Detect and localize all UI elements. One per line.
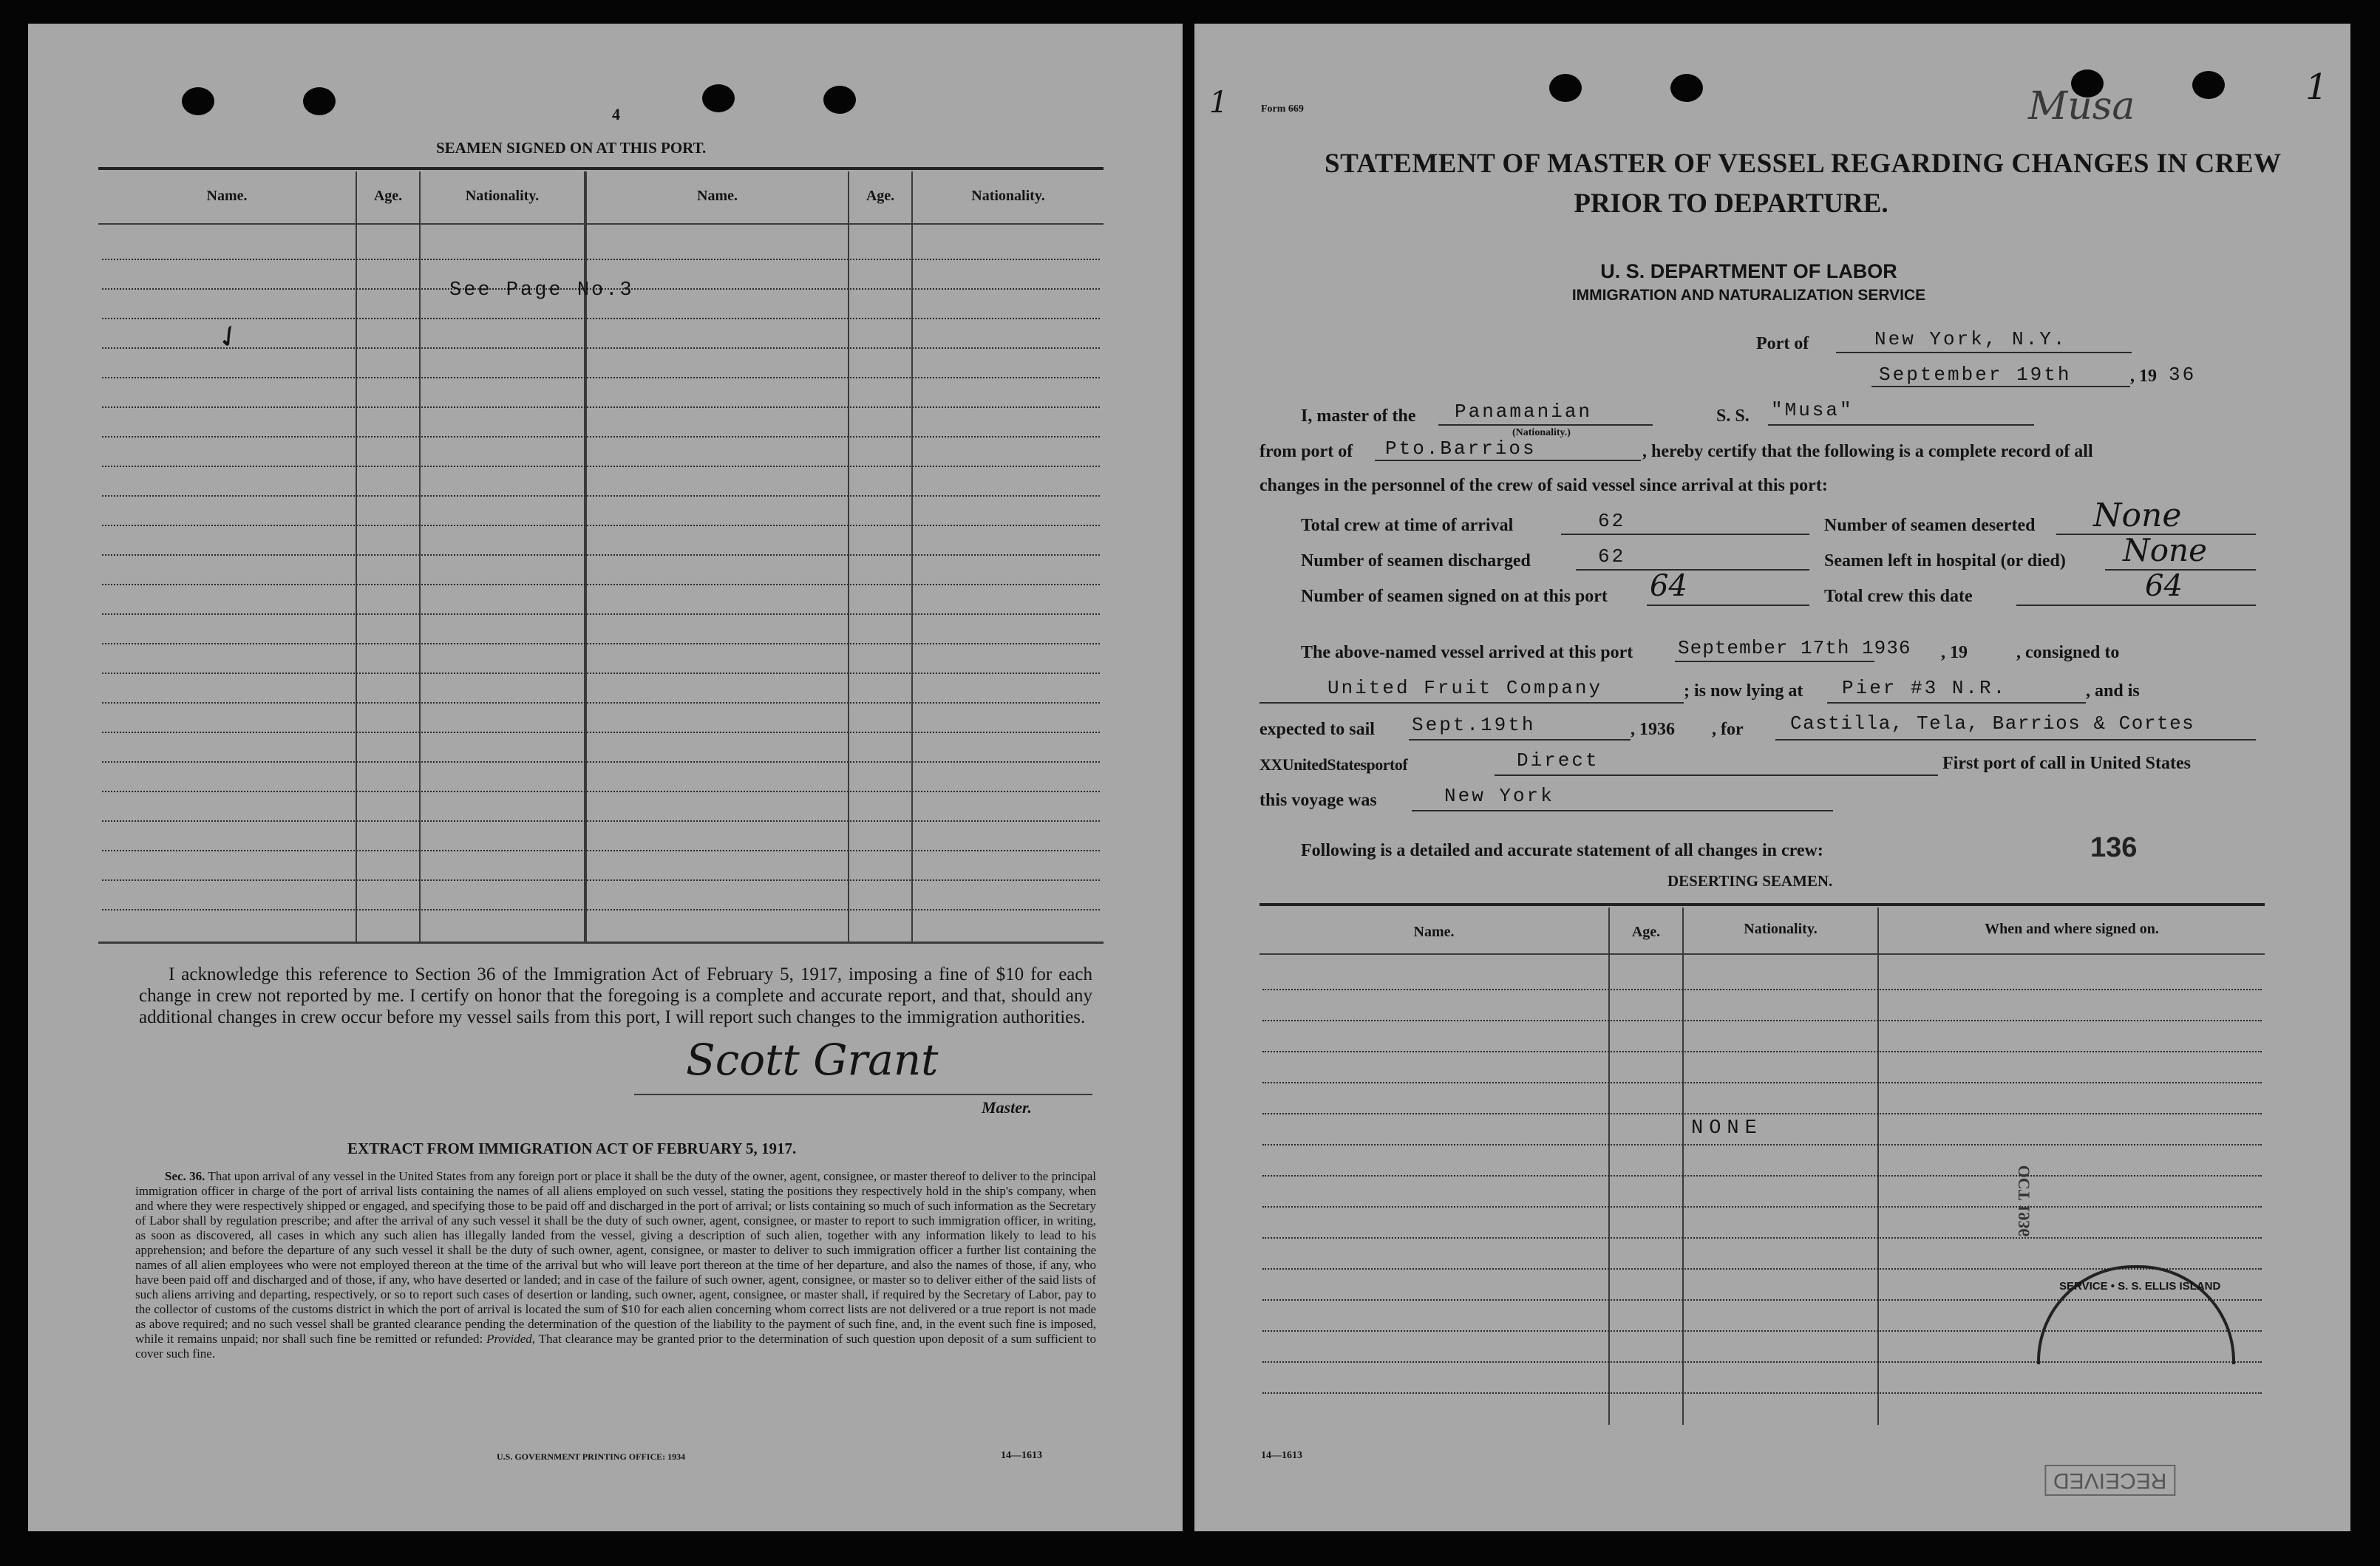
ellis-island-stamp-text: SERVICE • S. S. ELLIS ISLAND: [2059, 1280, 2221, 1293]
table-row: [102, 525, 1100, 526]
table-row: [102, 466, 1100, 467]
and-is: , and is: [2086, 681, 2140, 701]
section-36-text: [135, 1169, 1096, 1361]
section-title: SEAMEN SIGNED ON AT THIS PORT.: [436, 139, 707, 157]
service: IMMIGRATION AND NATURALIZATION SERVICE: [1571, 287, 1926, 304]
certify-text: , hereby certify that the following is a complete record of all: [1642, 442, 2093, 461]
section-label: Sec. 36.: [165, 1169, 205, 1183]
ship-name: "Musa": [1771, 399, 1854, 421]
table-row: [102, 791, 1100, 792]
punch-hole: [303, 87, 336, 115]
table-header-rule: [1259, 953, 2265, 955]
table-row: [102, 673, 1100, 674]
seamen-deserted-value: None: [2093, 497, 2182, 534]
year-value: 36: [2169, 364, 2197, 386]
from-port-label: from port of: [1259, 442, 1353, 461]
seamen-discharged-label: Number of seamen discharged: [1301, 551, 1531, 571]
column-header-age: Age.: [1631, 924, 1661, 940]
table-row: [102, 613, 1100, 615]
form-code: 14—1613: [1261, 1450, 1302, 1461]
table-row: [102, 584, 1100, 585]
column-header-nationality: Nationality.: [465, 188, 540, 204]
table-note: See Page No.3: [449, 279, 634, 302]
table-row: [102, 761, 1100, 763]
form-title-line2: PRIOR TO DEPARTURE.: [1574, 188, 1888, 219]
table-entry: NONE: [1691, 1117, 1763, 1140]
from-port-value: Pto.Barrios: [1385, 438, 1537, 460]
table-row: [1262, 1113, 2262, 1114]
department: U. S. DEPARTMENT OF LABOR: [1600, 260, 1897, 282]
nationality-caption: (Nationality.): [1512, 427, 1571, 438]
table-bottom-rule: [98, 942, 1104, 944]
total-crew-date-value: 64: [2145, 569, 2183, 603]
form-number: Form 669: [1261, 103, 1304, 115]
total-crew-date-field: [2016, 581, 2256, 606]
table-row: [1262, 1206, 2262, 1208]
first-port-label: First port of call in United States: [1942, 754, 2191, 773]
for-label: , for: [1712, 720, 1744, 739]
column-divider: [911, 171, 913, 942]
acknowledgment-text: I acknowledge this reference to Section 36 of the Immigration Act of February 5, 1917, imposing a fine of $10 for each change in crew not reported by me. I certify on honor that the foregoing is a complete and accurate report, and that, should any additional changes in crew occur before my vessel sails from this port, I will report such changes to the immigration authorities.: [139, 964, 1092, 1027]
table-row: [102, 850, 1100, 851]
column-header-age: Age.: [866, 188, 895, 204]
signed-on-label: Number of seamen signed on at this port: [1301, 587, 1608, 606]
lying-value: Pier #3 N.R.: [1842, 677, 2007, 699]
expected-year: , 1936: [1631, 720, 1675, 739]
table-row: [1262, 989, 2262, 990]
table-row: [102, 732, 1100, 733]
table-row: [102, 495, 1100, 497]
column-header-signed-on: When and where signed on.: [1985, 921, 2159, 937]
overtyped-label: XXUnitedStatesportof: [1259, 755, 1408, 774]
port-label: Port of: [1756, 334, 1809, 353]
column-header-nationality: Nationality.: [971, 188, 1045, 204]
arrived-year: , 19: [1941, 643, 1968, 662]
column-header-name: Name.: [206, 188, 248, 204]
stamp-number: 136: [2090, 832, 2138, 863]
signed-on-value: 64: [1650, 569, 1687, 603]
vessel-name-note: Musa: [2028, 84, 2135, 129]
arrived-value: September 17th 1936: [1678, 637, 1911, 659]
provided-label: Provided,: [486, 1332, 536, 1346]
column-header-name: Name.: [697, 188, 738, 204]
table-row: [1262, 1392, 2262, 1394]
table-row: [102, 347, 1100, 349]
table-row: [102, 643, 1100, 644]
year-prefix: , 19: [2130, 367, 2157, 386]
left-page: [28, 24, 1183, 1531]
nationality-value: Panamanian: [1455, 401, 1593, 423]
expected-label: expected to sail: [1259, 720, 1375, 739]
table-row: [102, 909, 1100, 910]
printer-line: U.S. GOVERNMENT PRINTING OFFICE: 1934: [497, 1451, 686, 1462]
received-stamp: RECEIVED: [2044, 1465, 2175, 1496]
column-divider: [356, 171, 357, 942]
punch-hole: [823, 86, 856, 114]
lying-label: ; is now lying at: [1684, 681, 1803, 701]
table-row: [102, 259, 1100, 260]
section-body: That upon arrival of any vessel in the United States from any foreign port or place it shall be the duty of the owner, agent, consignee, or master thereof to deliver to the principal immigration officer in charge of the port of arrival lists containing the names of all aliens employed on such vessel, stating the positions they respectively hold in the ship's company, when and where they were respectively shipped or engaged, and specifying those to be paid off and discharged in the port of arrival; or lists containing so much of such information as the Secretary of Labor shall by regulation prescribe; and after the arrival of any such vessel it shall be the duty of such owner, agent, consignee, or master to report to such immigration officer, in writing, as soon as discovered, all cases in which any such alien has illegally landed from the vessel, giving a description of such alien, together with any information likely to lead to his apprehension; and before the departure of any such vessel it shall be the duty of such owner, agent, consignee, or master to deliver to such immigration officer a further list containing the names of all alien employees who were not employed thereon at the time of the arrival but who will leave port thereon at the time of her departure, and also the names of those, if any, who have been paid off and discharged and of those, if any, who have deserted or landed; and in case of the failure of such owner, agent, consignee, or master so to deliver either of the said lists of such aliens arriving and departing, respectively, or so to report such cases of desertion or landing, such owner, agent, consignee, or master shall, if required by the Secretary of Labor, pay to the collector of customs of the customs district in which the port of arrival is located the sum of $10 for each alien concerning whom correct lists are not delivered or a true report is not made as above required; and no such vessel shall be granted clearance pending the determination of the question of the liability to the payment of such fine, and, in the event such fine is imposed, while it remains unpaid; nor shall such fine be remitted or refunded:: [135, 1169, 1097, 1346]
page-number: 4: [612, 105, 620, 123]
seamen-discharged-value: 62: [1598, 545, 1626, 568]
pen-mark: 1: [1209, 86, 1228, 120]
pen-mark: 1: [2305, 67, 2328, 108]
signature-line: [634, 1094, 1092, 1095]
master-label: Master.: [982, 1098, 1032, 1117]
expected-value: Sept.19th: [1412, 714, 1536, 736]
this-voyage-label: this voyage was: [1259, 791, 1377, 810]
first-port-value: New York: [1444, 785, 1554, 807]
provided-text: That clearance may be granted prior to the determination of such question upon deposit of a sum sufficient to cover such fine.: [135, 1332, 1097, 1361]
punch-hole: [182, 87, 214, 115]
column-divider: [1877, 908, 1879, 1425]
deserting-title: DESERTING SEAMEN.: [1667, 872, 1833, 890]
following-label: Following is a detailed and accurate statement of all changes in crew:: [1301, 841, 1823, 860]
table-row: [102, 879, 1100, 881]
seamen-deserted-label: Number of seamen deserted: [1824, 516, 2036, 535]
column-divider: [1682, 908, 1684, 1425]
table-row: [102, 377, 1100, 378]
punch-hole: [1549, 74, 1582, 102]
changes-text: changes in the personnel of the crew of said vessel since arrival at this port:: [1259, 476, 1828, 495]
master-of-label: I, master of the: [1301, 406, 1416, 426]
table-row: [1262, 1082, 2262, 1083]
master-signature: Scott Grant: [686, 1035, 939, 1085]
table-top-rule: [98, 167, 1104, 170]
column-header-name: Name.: [1413, 924, 1455, 940]
port-value: New York, N.Y.: [1874, 328, 2067, 350]
extract-title: EXTRACT FROM IMMIGRATION ACT OF FEBRUARY 5, 1917.: [347, 1140, 797, 1157]
table-row: [1262, 1051, 2262, 1052]
table-row: [1262, 1175, 2262, 1177]
via-value: Direct: [1517, 749, 1599, 772]
hospital-label: Seamen left in hospital (or died): [1824, 551, 2066, 571]
table-row: [1262, 1020, 2262, 1021]
column-divider: [1608, 908, 1610, 1425]
total-crew-date-label: Total crew this date: [1824, 587, 1973, 606]
date-value: September 19th: [1879, 364, 2072, 386]
table-row: [1262, 1144, 2262, 1145]
consignee-value: United Fruit Company: [1327, 677, 1603, 699]
table-row: [102, 820, 1100, 822]
column-header-nationality: Nationality.: [1744, 921, 1818, 937]
column-divider: [419, 171, 421, 942]
form-title-line1: STATEMENT OF MASTER OF VESSEL REGARDING CHANGES IN CREW: [1325, 149, 2282, 179]
table-row: [102, 318, 1100, 319]
table-row: [102, 554, 1100, 556]
punch-hole: [2192, 71, 2225, 99]
table-row: [1262, 1237, 2262, 1239]
column-divider: [848, 171, 849, 942]
ss-label: S. S.: [1716, 406, 1750, 426]
right-page: [1194, 24, 2350, 1531]
destination-value: Castilla, Tela, Barrios & Cortes: [1790, 712, 2195, 735]
table-header-rule: [98, 223, 1104, 225]
column-header-age: Age.: [373, 188, 403, 204]
date-stamp: OCT 1936: [2014, 1165, 2033, 1237]
consigned-label: , consigned to: [2016, 643, 2120, 662]
arrived-label: The above-named vessel arrived at this port: [1301, 643, 1633, 662]
punch-hole: [1670, 74, 1703, 102]
total-crew-arrival-label: Total crew at time of arrival: [1301, 516, 1514, 535]
table-row: [102, 406, 1100, 408]
pen-tick-mark: ✓: [209, 316, 248, 358]
table-row: [102, 436, 1100, 438]
table-top-rule: [1259, 903, 2265, 906]
total-crew-arrival-value: 62: [1598, 510, 1626, 532]
form-code: 14—1613: [1001, 1450, 1042, 1461]
table-row: [102, 702, 1100, 704]
hospital-value: None: [2123, 532, 2207, 568]
punch-hole: [702, 84, 735, 112]
